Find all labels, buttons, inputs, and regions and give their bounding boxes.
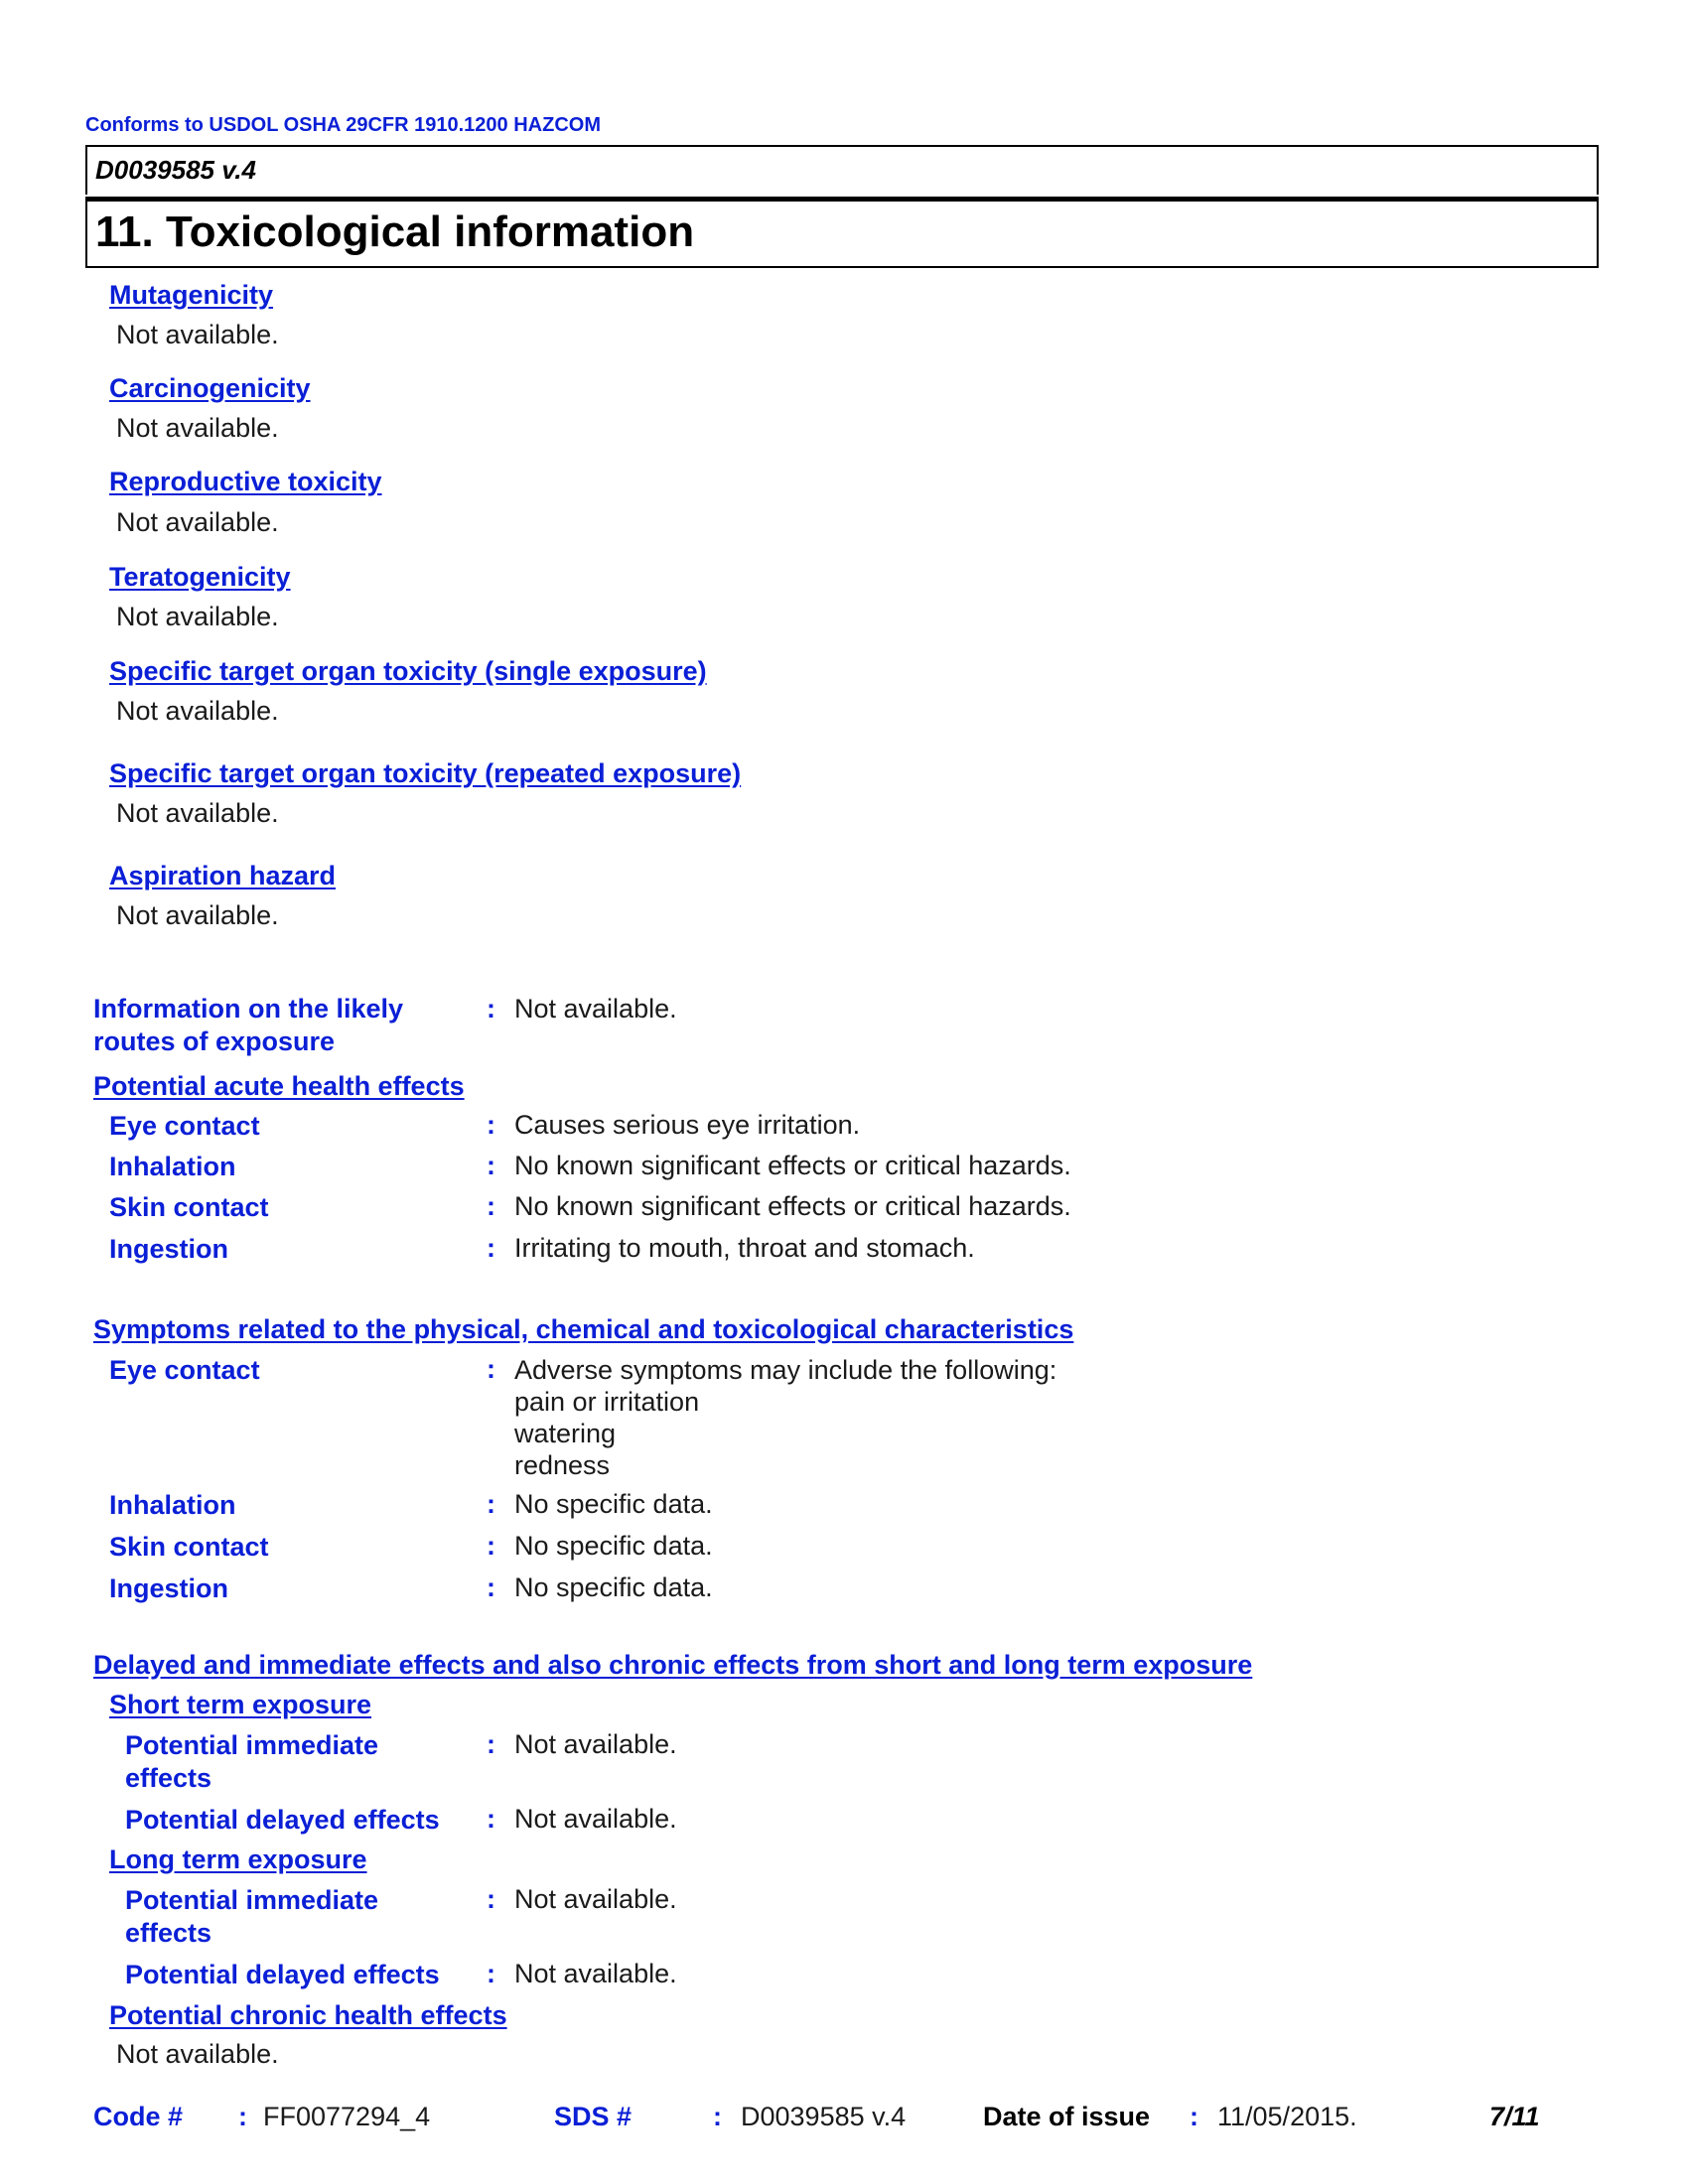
short-immediate-label-line1: Potential immediate: [125, 1730, 379, 1760]
footer-date-value: 11/05/2015.: [1217, 2102, 1357, 2131]
symptoms-value-ingestion: No specific data.: [514, 1572, 713, 1602]
document-id: D0039585 v.4: [95, 155, 256, 185]
subsection-value: Not available.: [116, 900, 279, 930]
short-delayed-value: Not available.: [514, 1804, 677, 1834]
subsection-value: Not available.: [116, 798, 279, 828]
subsection-title-teratogenicity[interactable]: Teratogenicity: [109, 562, 291, 592]
symptoms-label-eye-contact: Eye contact: [109, 1355, 260, 1385]
long-immediate-label-line1: Potential immediate: [125, 1885, 379, 1915]
symptoms-label-inhalation: Inhalation: [109, 1490, 236, 1520]
separator-colon: :: [487, 1191, 495, 1221]
footer-colon: :: [1190, 2102, 1198, 2131]
footer-page-number: 7/11: [1489, 2102, 1540, 2131]
subsection-title-aspiration-hazard[interactable]: Aspiration hazard: [109, 861, 337, 890]
subsection-value: Not available.: [116, 696, 279, 726]
subsection-title-stot-repeated[interactable]: Specific target organ toxicity (repeated exposure): [109, 758, 742, 788]
symptom-line: watering: [514, 1419, 617, 1448]
long-immediate-value: Not available.: [514, 1884, 677, 1914]
subsection-title-stot-single[interactable]: Specific target organ toxicity (single exposure): [109, 656, 707, 686]
separator-colon: :: [487, 1804, 495, 1834]
separator-colon: :: [487, 1489, 495, 1519]
routes-label: [93, 993, 403, 1058]
acute-label-eye-contact: Eye contact: [109, 1111, 260, 1141]
short-delayed-label: Potential delayed effects: [125, 1805, 440, 1835]
acute-label-ingestion: Ingestion: [109, 1234, 228, 1264]
acute-value-ingestion: Irritating to mouth, throat and stomach.: [514, 1233, 975, 1263]
footer-code-label: Code #: [93, 2102, 184, 2131]
subsection-title-carcinogenicity[interactable]: Carcinogenicity: [109, 373, 311, 403]
subsection-title-reproductive-toxicity[interactable]: Reproductive toxicity: [109, 467, 382, 496]
separator-colon: :: [487, 1531, 495, 1561]
acute-label-skin-contact: Skin contact: [109, 1192, 269, 1222]
separator-colon: :: [487, 1151, 495, 1180]
symptoms-title[interactable]: Symptoms related to the physical, chemical and toxicological characteristics: [93, 1314, 1074, 1344]
symptoms-label-ingestion: Ingestion: [109, 1573, 228, 1603]
footer-sds-value: D0039585 v.4: [741, 2102, 907, 2131]
separator-colon: :: [487, 1572, 495, 1602]
chronic-effects-value: Not available.: [116, 2039, 279, 2069]
subsection-value: Not available.: [116, 507, 279, 537]
routes-value: Not available.: [514, 994, 677, 1024]
separator-colon: :: [487, 1884, 495, 1914]
long-immediate-label-line2: effects: [125, 1918, 212, 1948]
long-term-exposure-title[interactable]: Long term exposure: [109, 1844, 367, 1874]
separator-colon: :: [487, 1233, 495, 1263]
footer-sds-label: SDS #: [554, 2102, 633, 2131]
symptoms-value-inhalation: No specific data.: [514, 1489, 713, 1519]
acute-value-skin-contact: No known significant effects or critical hazards.: [514, 1191, 1071, 1221]
section-title: 11. Toxicological information: [95, 207, 695, 256]
conformance-note: Conforms to USDOL OSHA 29CFR 1910.1200 HAZCOM: [85, 114, 601, 136]
separator-colon: :: [487, 1110, 495, 1140]
footer-date-label: Date of issue: [983, 2102, 1151, 2131]
routes-label-line2: routes of exposure: [93, 1026, 336, 1056]
symptom-line: pain or irritation: [514, 1387, 700, 1417]
chronic-effects-title[interactable]: Potential chronic health effects: [109, 2000, 507, 2030]
symptoms-label-skin-contact: Skin contact: [109, 1532, 269, 1562]
separator-colon: :: [487, 1729, 495, 1759]
long-delayed-value: Not available.: [514, 1959, 677, 1988]
document-id-box: [85, 145, 1599, 195]
routes-label-line1: Information on the likely: [93, 994, 404, 1024]
symptom-line: redness: [514, 1450, 611, 1480]
subsection-value: Not available.: [116, 602, 279, 631]
acute-value-eye-contact: Causes serious eye irritation.: [514, 1110, 861, 1140]
footer-colon: :: [238, 2102, 247, 2131]
short-immediate-label-line2: effects: [125, 1763, 212, 1793]
subsection-value: Not available.: [116, 320, 279, 349]
short-term-exposure-title[interactable]: Short term exposure: [109, 1690, 372, 1719]
subsection-value: Not available.: [116, 413, 279, 443]
footer-code-value: FF0077294_4: [263, 2102, 431, 2131]
acute-value-inhalation: No known significant effects or critical hazards.: [514, 1151, 1071, 1180]
long-delayed-label: Potential delayed effects: [125, 1960, 440, 1989]
separator-colon: :: [487, 994, 495, 1024]
delayed-effects-title[interactable]: Delayed and immediate effects and also chronic effects from short and long term exposure: [93, 1650, 1253, 1680]
footer-colon: :: [713, 2102, 722, 2131]
acute-label-inhalation: Inhalation: [109, 1152, 236, 1181]
separator-colon: :: [487, 1354, 495, 1384]
symptoms-value-skin-contact: No specific data.: [514, 1531, 713, 1561]
subsection-title-mutagenicity[interactable]: Mutagenicity: [109, 280, 274, 310]
acute-effects-title[interactable]: Potential acute health effects: [93, 1071, 465, 1101]
symptom-line: Adverse symptoms may include the following:: [514, 1355, 1057, 1385]
short-immediate-label: [125, 1729, 378, 1795]
short-immediate-value: Not available.: [514, 1729, 677, 1759]
symptoms-eye-list: [514, 1354, 1056, 1481]
separator-colon: :: [487, 1959, 495, 1988]
section-title-box: [85, 197, 1599, 268]
long-immediate-label: [125, 1884, 378, 1950]
